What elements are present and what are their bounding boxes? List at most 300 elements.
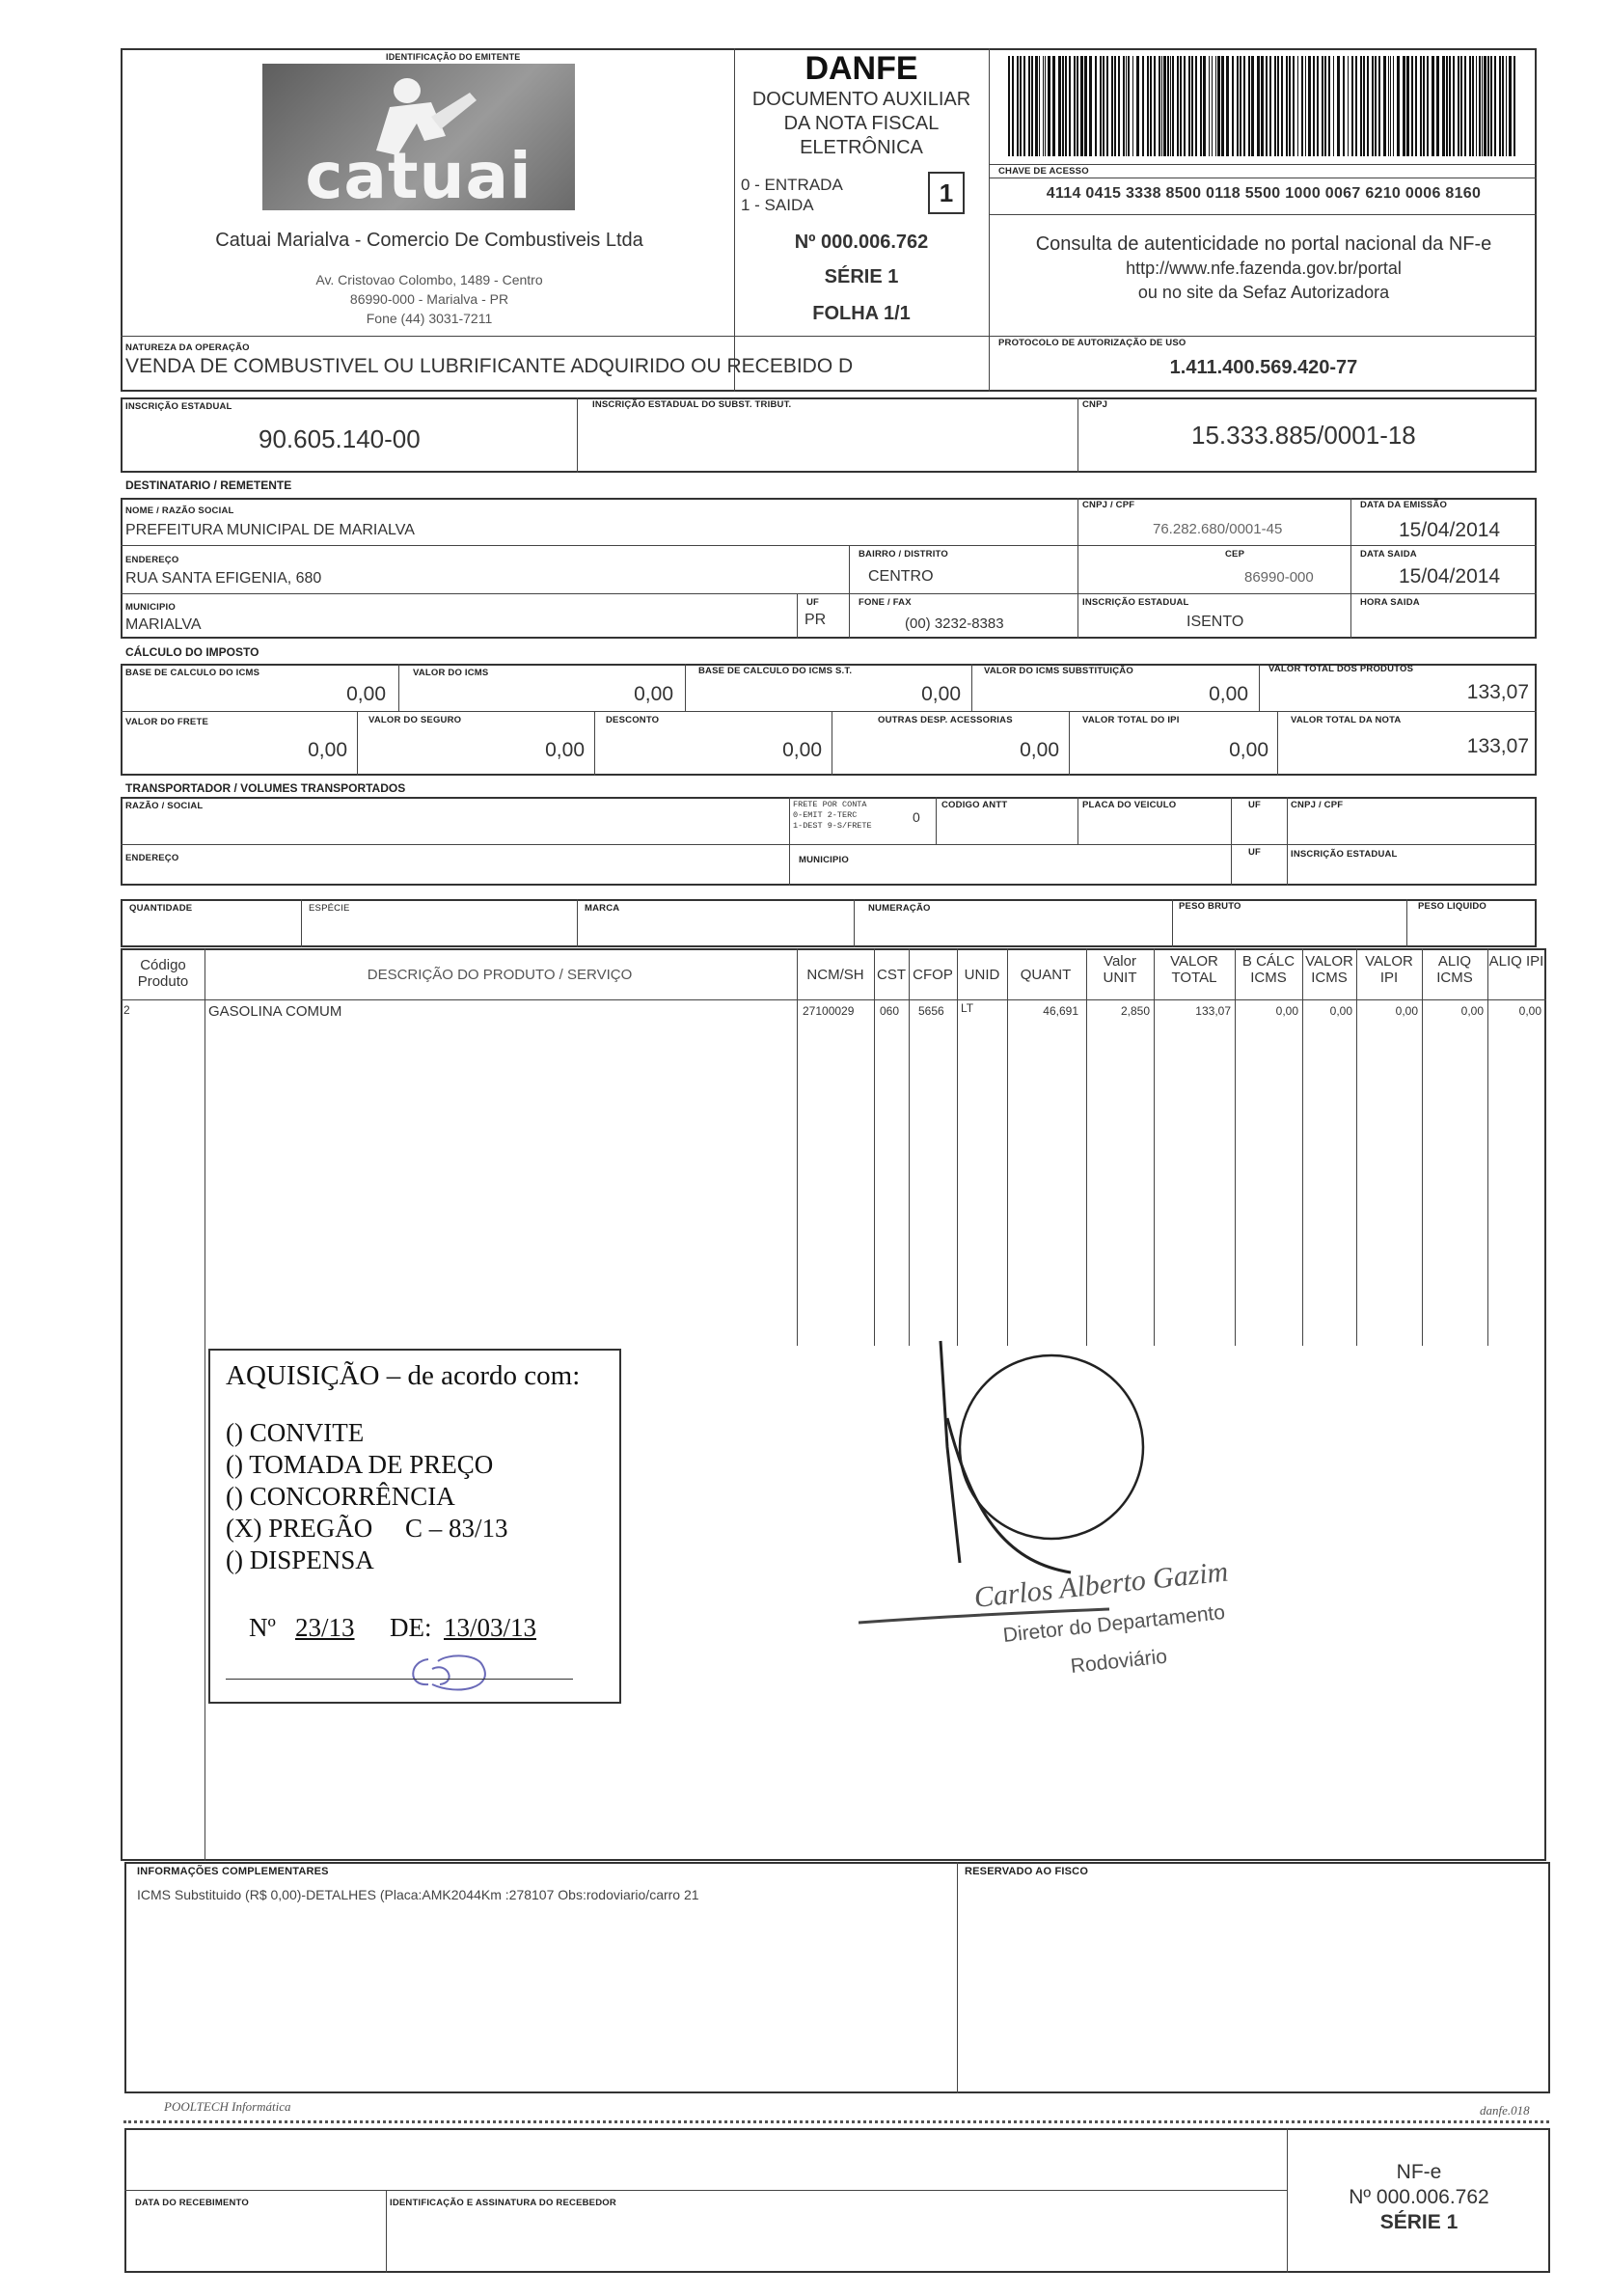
divider [577,899,578,947]
danfe-numero: Nº 000.006.762 [794,232,929,253]
stamp-title: AQUISIÇÃO – de acordo com: [226,1360,581,1391]
frete-por-conta [793,800,872,832]
quantidade-label: QUANTIDADE [129,903,193,914]
barcode-bar [1427,56,1429,156]
barcode-bar [1343,56,1345,156]
barcode-bar [1286,56,1288,156]
barcode-bar [1506,56,1507,156]
td-bcalc-icms: 0,00 [1275,1004,1298,1018]
produtos-header-bottom [121,999,1546,1000]
barcode-bar [1502,56,1504,156]
td-quant: 46,691 [1043,1004,1078,1018]
header-divider [121,336,1537,337]
imposto-section: CÁLCULO DO IMPOSTO [125,645,259,659]
danfe-serie: SÉRIE 1 [824,266,899,287]
barcode-bar [1172,56,1174,156]
natureza-label: NATUREZA DA OPERAÇÃO [125,342,250,353]
th-valor-total: VALOR TOTAL [1170,953,1218,986]
barcode-bar [1195,56,1197,156]
barcode-bar [1045,56,1046,156]
barcode-bar [1048,56,1050,156]
danfe-title: DANFE [804,50,918,87]
barcode-bar [1432,56,1434,156]
stamp-option-3: () CONCORRÊNCIA [226,1482,455,1511]
transp-cnpj-label: CNPJ / CPF [1291,800,1344,810]
ie-st-label: INSCRIÇÃO ESTADUAL DO SUBST. TRIBUT. [592,399,792,410]
dest-fone-label: FONE / FAX [859,597,912,608]
barcode-bar [1360,56,1362,156]
barcode-bar [1132,56,1133,156]
reservado-label: RESERVADO AO FISCO [965,1866,1089,1877]
frete-label: VALOR DO FRETE [125,717,209,727]
barcode-bar [1077,56,1078,156]
divider [685,664,686,711]
divider [1231,797,1232,886]
divider [121,593,1537,594]
divider [1259,664,1260,711]
barcode-bar [1499,56,1501,156]
barcode-bar [1472,56,1474,156]
dest-emissao: 15/04/2014 [1399,519,1501,541]
barcode-bar [1065,56,1067,156]
barcode-bar [1423,56,1425,156]
seguro-value: 0,00 [545,739,585,761]
stamp-numero-label: Nº [249,1613,276,1642]
info-text: ICMS Substituido (R$ 0,00)-DETALHES (Placa:AMK2044Km :278107 Obs:rodoviario/carro 21 [137,1887,699,1902]
chave-label: CHAVE DE ACESSO [998,166,1089,177]
barcode-bar [1161,56,1162,156]
divider [398,664,399,711]
barcode-bar [1313,56,1315,156]
barcode-bar [1159,56,1160,156]
consulta-line-2[interactable]: http://www.nfe.fazenda.gov.br/portal [1126,259,1402,278]
barcode-bar [1012,56,1014,156]
divider [577,397,578,473]
barcode-bar [1363,56,1365,156]
protocolo-value: 1.411.400.569.420-77 [1169,357,1358,378]
td-cst: 060 [880,1004,900,1018]
barcode-bar [1062,56,1064,156]
barcode-bar [1367,56,1369,156]
barcode-bar [1069,56,1071,156]
barcode-bar [1476,56,1477,156]
divider [971,664,972,711]
th-descricao: DESCRIÇÃO DO PRODUTO / SERVIÇO [367,967,633,983]
total-nota-label: VALOR TOTAL DA NOTA [1291,715,1402,725]
divider [789,797,790,886]
barcode-bar [1100,56,1102,156]
barcode-bar [1031,56,1033,156]
barcode-bar [1237,56,1239,156]
td-descricao: GASOLINA COMUM [208,1003,342,1020]
destinatario-section: DESTINATARIO / REMETENTE [125,478,292,492]
transp-ie-label: INSCRIÇÃO ESTADUAL [1291,849,1398,860]
barcode-bar [1128,56,1130,156]
divider [1077,397,1078,473]
divider [957,1862,958,2093]
dest-emissao-label: DATA DA EMISSÃO [1360,500,1448,510]
dest-hora-label: HORA SAIDA [1360,597,1420,608]
barcode-bar [1393,56,1394,156]
barcode-bar [1484,56,1486,156]
divider [301,899,302,947]
th-ncm: NCM/SH [806,967,864,983]
barcode-bar [1243,56,1245,156]
barcode-bar [1324,56,1326,156]
barcode-bar [1177,56,1179,156]
placa-label: PLACA DO VEICULO [1082,800,1177,810]
dest-cep: 86990-000 [1244,569,1314,586]
consulta-line-3: ou no site da Sefaz Autorizadora [1137,283,1390,302]
emitente-address-2: 86990-000 - Marialva - PR [349,291,509,307]
frete-line-2: 0-EMIT 2-TERC [793,810,858,820]
th-cst: CST [877,967,906,983]
header-divider [989,164,1537,165]
barcode-bar [1372,56,1374,156]
column-divider [874,948,875,1346]
dest-ie-label: INSCRIÇÃO ESTADUAL [1082,597,1189,608]
danfe-saida: 1 - SAIDA [741,196,814,214]
column-divider [909,948,910,1346]
transp-uf2-label: UF [1248,847,1262,858]
dest-cnpj: 76.282.680/0001-45 [1153,521,1283,537]
barcode-bar [1221,56,1224,156]
td-valor-total: 133,07 [1195,1004,1231,1018]
barcode-bar [1469,56,1471,156]
barcode-bar [1305,56,1306,156]
barcode-bar [1023,56,1025,156]
barcode-bar [1226,56,1229,156]
barcode-bar [1261,56,1264,156]
column-divider [957,948,958,1346]
outras-label: OUTRAS DESP. ACESSORIAS [878,715,1013,725]
barcode-bar [1494,56,1496,156]
protocolo-label: PROTOCOLO DE AUTORIZAÇÃO DE USO [998,338,1186,348]
barcode-bar [1490,56,1492,156]
header-divider [989,48,990,392]
emitente-phone: Fone (44) 3031-7211 [366,311,493,326]
header-divider [734,48,735,392]
barcode-bar [1281,56,1283,156]
transp-municipio-label: MUNICIPIO [799,855,849,865]
outras-value: 0,00 [1020,739,1059,761]
barcode-bar [1154,56,1156,156]
stamp-option-4: (X) PREGÃO C – 83/13 [226,1514,508,1543]
dest-nome: PREFEITURA MUNICIPAL DE MARIALVA [125,522,415,538]
footer-left: POOLTECH Informática [164,2099,291,2114]
divider [797,593,798,639]
frete-value: 0,00 [308,739,347,761]
barcode-bar [1035,56,1038,156]
canhoto-serie: SÉRIE 1 [1379,2211,1459,2233]
dest-saida: 15/04/2014 [1399,565,1501,588]
th-bcalc-icms: B CÁLC ICMS [1241,953,1295,986]
stamp-option-2: () TOMADA DE PREÇO [226,1450,494,1479]
barcode-bar [1355,56,1357,156]
dest-bairro-label: BAIRRO / DISTRITO [859,549,948,560]
danfe-entrada: 0 - ENTRADA [741,176,843,194]
numeracao-label: NUMERAÇÃO [868,903,931,914]
transp-endereco-label: ENDEREÇO [125,853,179,863]
barcode-bar [1095,56,1097,156]
dest-fone: (00) 3232-8383 [905,615,1004,632]
barcode-bar [1274,56,1276,156]
divider [121,844,1537,845]
barcode-bar [1074,56,1076,156]
barcode-bar [1293,56,1295,156]
barcode-bar [1103,56,1104,156]
icms-subst-label: VALOR DO ICMS SUBSTITUIÇÃO [984,666,1133,676]
transportador-section: TRANSPORTADOR / VOLUMES TRANSPORTADOS [125,781,406,795]
barcode-bar [1322,56,1323,156]
barcode-bar [1460,56,1462,156]
chave-value: 4114 0415 3338 8500 0118 5500 1000 0067 6210 0006 8160 [1046,185,1482,202]
barcode-bar [1420,56,1422,156]
cut-line [123,2120,1549,2123]
peso-bruto-label: PESO BRUTO [1179,901,1241,912]
td-valor-ipi: 0,00 [1395,1004,1418,1018]
dest-endereco: RUA SANTA EFIGENIA, 680 [125,570,322,587]
especie-label: ESPÉCIE [309,903,350,914]
barcode-bar [1257,56,1260,156]
divider [1077,797,1078,844]
td-unid: LT [961,1001,974,1015]
barcode-bar [1464,56,1466,156]
barcode-bar [1017,56,1019,156]
th-valor-ipi: VALOR IPI [1365,953,1413,986]
logo-text: catuai [305,139,532,213]
barcode-bar [1351,56,1353,156]
divider [1406,899,1407,947]
td-valor-icms: 0,00 [1329,1004,1352,1018]
frete-value: 0 [913,809,920,825]
barcode-bar [1232,56,1234,156]
barcode-bar [1446,56,1448,156]
barcode-bar [1269,56,1271,156]
barcode-bar [1317,56,1319,156]
barcode-bar [1084,56,1087,156]
divider [1277,711,1278,776]
frete-line-1: FRETE POR CONTA [793,800,867,809]
barcode-bar [1337,56,1340,156]
barcode-bar [1188,56,1190,156]
barcode-bar [1020,56,1022,156]
barcode-bar [1308,56,1311,156]
divider [121,545,1537,546]
column-divider [797,948,798,1346]
icms-subst-value: 0,00 [1209,683,1248,705]
ipi-total-label: VALOR TOTAL DO IPI [1082,715,1180,725]
divider [1287,797,1288,886]
barcode-bar [1240,56,1241,156]
signature-name: Carlos Alberto Gazim [972,1555,1230,1614]
barcode-bar [1147,56,1149,156]
barcode-bar [1209,56,1210,156]
divider [1350,498,1351,639]
barcode-bar [1482,56,1483,156]
dest-nome-label: NOME / RAZÃO SOCIAL [125,506,234,516]
barcode-bar [1058,56,1061,156]
ie-label: INSCRIÇÃO ESTADUAL [125,401,232,412]
peso-liquido-label: PESO LIQUIDO [1418,901,1487,912]
danfe-folha: FOLHA 1/1 [812,303,911,324]
dest-uf-label: UF [806,597,820,608]
barcode-bar [1248,56,1250,156]
barcode-bar [1118,56,1120,156]
barcode-bar [1479,56,1481,156]
canhoto-data-label: DATA DO RECEBIMENTO [135,2198,249,2208]
desconto-label: DESCONTO [606,715,660,725]
barcode-bar [1411,56,1413,156]
divider [854,899,855,947]
divider [594,711,595,776]
dest-municipio-label: MUNICIPIO [125,602,176,613]
divider [357,711,358,776]
barcode-bar [1289,56,1291,156]
th-unid: UNID [964,967,1000,983]
barcode-bar [1123,56,1125,156]
barcode-bar [1111,56,1113,156]
desconto-value: 0,00 [782,739,822,761]
barcode-bar [1080,56,1083,156]
barcode-bar [1406,56,1409,156]
dest-saida-label: DATA SAIDA [1360,549,1417,560]
dest-cep-label: CEP [1225,549,1245,560]
barcode-bar [1142,56,1144,156]
stamp-option-1: () CONVITE [226,1418,365,1447]
aquisicao-stamp [208,1349,621,1704]
transp-uf-label: UF [1248,800,1262,810]
consulta-line-1: Consulta de autenticidade no portal nacional da NF-e [1035,233,1492,255]
th-quant: QUANT [1020,967,1072,983]
barcode-bar [1442,56,1445,156]
divider [121,711,1537,712]
barcode-bar [1388,56,1389,156]
dest-municipio: MARIALVA [125,616,202,633]
divider [386,2190,387,2273]
barcode-bar [1333,56,1334,156]
barcode-bar [1251,56,1254,156]
barcode-bar [1390,56,1391,156]
barcode-bar [1514,56,1515,156]
canhoto-ident-label: IDENTIFICAÇÃO E ASSINATURA DO RECEBEDOR [390,2198,616,2208]
barcode-bar [1008,56,1010,156]
td-aliq-icms: 0,00 [1460,1004,1484,1018]
stamp-data-label: DE: [390,1613,432,1642]
barcode-bar [1301,56,1303,156]
total-produtos-label: VALOR TOTAL DOS PRODUTOS [1268,664,1414,674]
ipi-total-value: 0,00 [1229,739,1268,761]
th-codigo: Código Produto [137,957,189,990]
icms-valor-label: VALOR DO ICMS [413,668,489,678]
danfe-subtitle-2: DA NOTA FISCAL [783,113,940,134]
divider [936,797,937,844]
ie-value: 90.605.140-00 [259,424,421,453]
barcode-bar [1328,56,1330,156]
divider [1172,899,1173,947]
total-produtos-value: 133,07 [1466,681,1529,703]
barcode-bar [1348,56,1349,156]
barcode-bar [1089,56,1092,156]
dest-bairro: CENTRO [868,568,934,585]
th-valor-unit: Valor UNIT [1103,953,1137,986]
icms-st-base-value: 0,00 [921,683,961,705]
barcode-bar [1383,56,1386,156]
barcode-bar [1203,56,1206,156]
marca-label: MARCA [585,903,620,914]
barcode-bar [1453,56,1455,156]
destinatario-box [121,498,1537,639]
cnpj-label: CNPJ [1082,399,1108,410]
signature-title-2: Rodoviário [1069,1645,1168,1678]
transp-razao-label: RAZÃO / SOCIAL [125,801,204,811]
td-cfop: 5656 [918,1004,944,1018]
stamp-data: 13/03/13 [444,1613,537,1642]
barcode-bar [1277,56,1279,156]
info-label: INFORMAÇÕES COMPLEMENTARES [137,1866,329,1877]
barcode [1008,56,1517,156]
chave-box-bottom [989,214,1537,215]
barcode-bar [1150,56,1152,156]
barcode-bar [1297,56,1298,156]
td-ncm: 27100029 [803,1004,855,1018]
antt-label: CODIGO ANTT [941,800,1008,810]
barcode-bar [1266,56,1268,156]
barcode-bar [1052,56,1055,156]
th-cfop: CFOP [913,967,953,983]
stamp-option-5: () DISPENSA [226,1545,374,1574]
emitente-logo [262,64,575,213]
th-aliq-ipi: ALIQ IPI [1488,953,1544,970]
th-aliq-icms: ALIQ ICMS [1436,953,1473,986]
barcode-bar [1170,56,1171,156]
barcode-bar [1126,56,1127,156]
barcode-bar [1436,56,1439,156]
danfe-subtitle-1: DOCUMENTO AUXILIAR [751,89,971,110]
barcode-bar [1449,56,1451,156]
barcode-bar [1106,56,1108,156]
divider [1069,711,1070,776]
barcode-bar [1487,56,1489,156]
td-codigo: 2 [123,1003,130,1017]
divider [849,545,850,639]
barcode-bar [1136,56,1139,156]
stamp-initials-icon [390,1640,505,1698]
barcode-bar [1378,56,1380,156]
danfe-subtitle-3: ELETRÔNICA [800,137,923,158]
stamp-numero: 23/13 [295,1613,355,1642]
canhoto-numero: Nº 000.006.762 [1349,2186,1489,2208]
dest-endereco-label: ENDEREÇO [125,555,179,565]
frete-line-3: 1-DEST 9-S/FRETE [793,821,872,831]
td-valor-unit: 2,850 [1120,1004,1150,1018]
barcode-bar [1375,56,1377,156]
barcode-bar [1212,56,1213,156]
barcode-bar [1043,56,1044,156]
barcode-bar [1191,56,1193,156]
barcode-bar [1028,56,1030,156]
barcode-bar [1458,56,1459,156]
signature-title-1: Diretor do Departamento [1001,1600,1227,1647]
icms-st-base-label: BASE DE CALCULO DO ICMS S.T. [698,666,853,676]
barcode-bar [1114,56,1116,156]
dest-ie: ISENTO [1186,614,1244,630]
td-aliq-ipi: 0,00 [1518,1004,1541,1018]
barcode-bar [1200,56,1202,156]
barcode-bar [1180,56,1182,156]
stamp-signature-line [226,1679,573,1680]
barcode-bar [1163,56,1166,156]
